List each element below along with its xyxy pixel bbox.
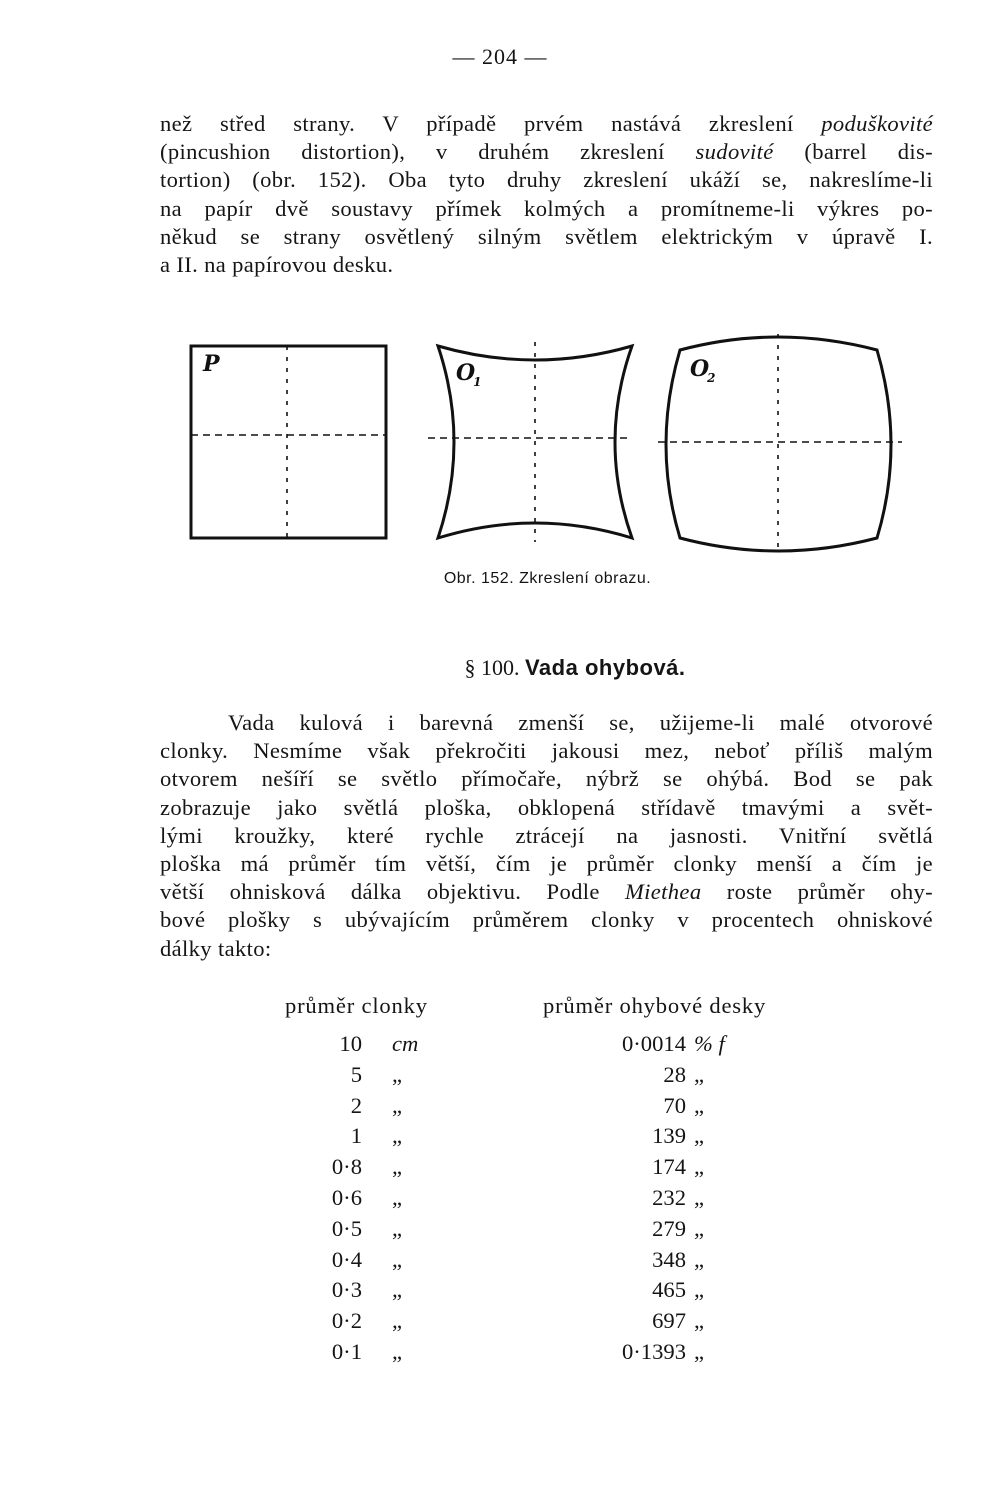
table-row bbox=[0, 1339, 1000, 1370]
table-row bbox=[0, 1123, 1000, 1154]
aperture-unit: „ bbox=[392, 1277, 403, 1303]
table-row bbox=[0, 1154, 1000, 1185]
aperture-unit: cm bbox=[392, 1031, 419, 1056]
disc-diameter-unit: „ bbox=[694, 1123, 705, 1149]
table-body bbox=[0, 1031, 1000, 1370]
table-row bbox=[0, 1185, 1000, 1216]
aperture-unit: „ bbox=[392, 1308, 403, 1334]
disc-diameter-value: 0·0014 bbox=[621, 1031, 686, 1056]
aperture-value: 0·5 bbox=[331, 1215, 362, 1241]
table-row bbox=[0, 1062, 1000, 1093]
disc-diameter-value: 348 bbox=[652, 1246, 686, 1272]
disc-diameter-unit: „ bbox=[694, 1308, 705, 1334]
label-p: P bbox=[203, 351, 220, 377]
text-line: a II. na papírovou desku. bbox=[160, 252, 394, 278]
disc-diameter-value: 174 bbox=[652, 1154, 686, 1180]
header-disc-diameter: průměr ohybové desky bbox=[543, 993, 767, 1018]
aperture-unit: „ bbox=[392, 1246, 403, 1272]
aperture-value: 2 bbox=[350, 1092, 362, 1118]
paragraph-diffraction bbox=[160, 709, 933, 963]
table-row bbox=[0, 1308, 1000, 1339]
disc-diameter-unit: % f bbox=[694, 1031, 725, 1056]
disc-diameter-unit: „ bbox=[694, 1092, 705, 1118]
figure-caption: Obr. 152. Zkreslení obrazu. bbox=[443, 570, 652, 587]
emphasized-term: Miethea bbox=[624, 879, 702, 905]
aperture-unit: „ bbox=[392, 1092, 403, 1118]
disc-diameter-value: 28 bbox=[663, 1061, 686, 1087]
text-line: clonky. Nesmíme však překročiti jakousi mez, neboť příliš malým bbox=[160, 738, 933, 764]
text-line: otvorem nešíří se světlo přímočaře, nýbrž se ohýbá. Bod se pak bbox=[160, 766, 933, 792]
text-line: někud se strany osvětlený silným světlem elektrickým v úpravě I. bbox=[160, 223, 933, 249]
aperture-unit: „ bbox=[392, 1215, 403, 1241]
disc-diameter-unit: „ bbox=[694, 1338, 705, 1364]
disc-diameter-value: 70 bbox=[663, 1092, 686, 1118]
text-line: větší ohnisková dálka objektivu. Podle Miethea roste průměr ohy- bbox=[160, 879, 933, 905]
paragraph-distortion bbox=[160, 110, 933, 279]
table-row bbox=[0, 1216, 1000, 1247]
aperture-value: 10 bbox=[339, 1031, 362, 1056]
disc-diameter-value: 697 bbox=[652, 1308, 686, 1334]
text-line: než střed strany. V případě prvém nastává zkreslení poduškovité bbox=[160, 111, 933, 136]
disc-diameter-value: 139 bbox=[652, 1123, 686, 1149]
text-line: tortion) (obr. 152). Oba tyto druhy zkreslení ukáží se, nakreslíme-li bbox=[160, 167, 933, 193]
disc-diameter-unit: „ bbox=[694, 1154, 705, 1180]
square-undistorted bbox=[191, 346, 386, 538]
disc-diameter-value: 0·1393 bbox=[621, 1338, 686, 1364]
page-number: — 204 — bbox=[452, 44, 548, 69]
table-row bbox=[0, 1277, 1000, 1308]
text-line: na papír dvě soustavy přímek kolmých a promítneme-li výkres po- bbox=[160, 195, 933, 221]
text-line: dálky takto: bbox=[160, 935, 272, 961]
aperture-unit: „ bbox=[392, 1184, 403, 1210]
section-heading bbox=[0, 655, 1000, 681]
text-line: bové plošky s ubývajícím průměrem clonky v procentech ohniskové bbox=[160, 907, 933, 933]
figure-distortion-diagrams bbox=[180, 320, 910, 570]
section-number: § 100. bbox=[464, 655, 520, 680]
emphasized-term: sudovité bbox=[695, 139, 774, 165]
disc-diameter-unit: „ bbox=[694, 1061, 705, 1087]
aperture-value: 1 bbox=[350, 1123, 362, 1149]
aperture-value: 0·1 bbox=[331, 1338, 362, 1364]
aperture-value: 0·3 bbox=[331, 1277, 362, 1303]
disc-diameter-value: 232 bbox=[652, 1184, 686, 1210]
aperture-unit: „ bbox=[392, 1061, 403, 1087]
label-o2: O2 bbox=[690, 356, 716, 385]
disc-diameter-unit: „ bbox=[694, 1277, 705, 1303]
disc-diameter-value: 279 bbox=[652, 1215, 686, 1241]
text-line: lými kroužky, které rychle ztrácejí na jasnosti. Vnitřní světlá bbox=[160, 822, 933, 848]
section-title: Vada ohybová. bbox=[524, 655, 686, 680]
aperture-unit: „ bbox=[392, 1123, 403, 1149]
aperture-value: 5 bbox=[350, 1061, 362, 1087]
aperture-unit: „ bbox=[392, 1338, 403, 1364]
header-aperture: průměr clonky bbox=[285, 993, 428, 1018]
table-row bbox=[0, 1247, 1000, 1278]
text-line: ploška má průměr tím větší, čím je průměr clonky menší a čím je bbox=[160, 851, 933, 877]
table-row bbox=[0, 1093, 1000, 1124]
text-line: (pincushion distortion), v druhém zkreslení sudovité (barrel dis- bbox=[160, 139, 933, 165]
label-o1: O1 bbox=[456, 360, 482, 389]
disc-diameter-unit: „ bbox=[694, 1246, 705, 1272]
aperture-value: 0·8 bbox=[331, 1154, 362, 1180]
text-line: zobrazuje jako světlá ploška, obklopená střídavě tmavými a svět- bbox=[160, 794, 933, 820]
aperture-value: 0·2 bbox=[331, 1308, 362, 1334]
disc-diameter-value: 465 bbox=[652, 1277, 686, 1303]
distortion-diagram bbox=[180, 320, 910, 570]
text-line: Vada kulová i barevná zmenší se, užijeme-li malé otvorové bbox=[228, 710, 933, 735]
disc-diameter-unit: „ bbox=[694, 1184, 705, 1210]
aperture-value: 0·6 bbox=[331, 1184, 362, 1210]
aperture-unit: „ bbox=[392, 1154, 403, 1180]
table-row bbox=[0, 1031, 1000, 1062]
aperture-value: 0·4 bbox=[331, 1246, 362, 1272]
emphasized-term: poduškovité bbox=[821, 111, 933, 136]
disc-diameter-unit: „ bbox=[694, 1215, 705, 1241]
